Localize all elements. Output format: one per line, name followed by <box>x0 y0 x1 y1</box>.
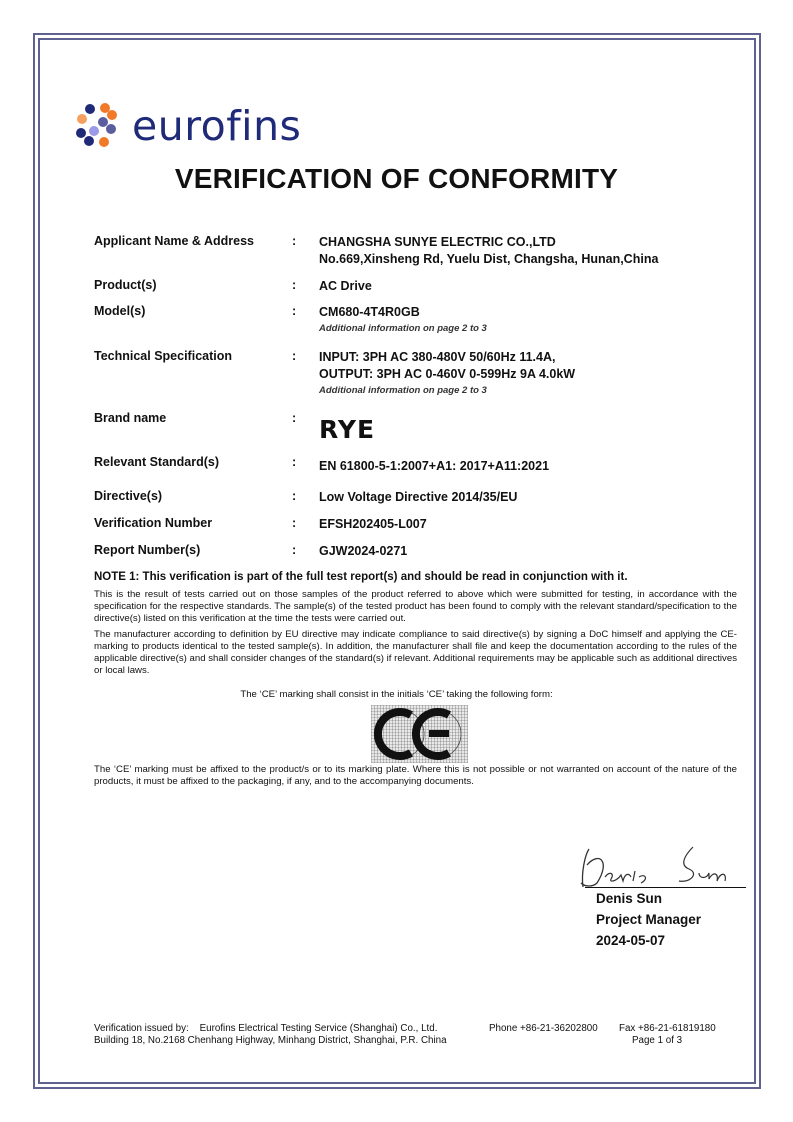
field-colon: : <box>292 349 297 363</box>
model-note: Additional information on page 2 to 3 <box>319 323 487 334</box>
footer-issued-by: Verification issued by: Eurofins Electrical Testing Service (Shanghai) Co., Ltd. <box>94 1023 438 1034</box>
applicant-address: No.669,Xinsheng Rd, Yuelu Dist, Changsha, Hunan,China <box>319 252 659 266</box>
eurofins-dots-icon <box>74 102 124 150</box>
footer-phone: Phone +86-21-36202800 <box>489 1023 598 1034</box>
signature-line <box>585 887 746 888</box>
field-label: Model(s) <box>94 304 146 318</box>
product-value: AC Drive <box>319 279 372 293</box>
note-paragraph-1: This is the result of tests carried out on those samples of the product referred to above which were submitted for testing, in accordance with the specification for the respective standards. The sample(s) of the tested product has been found to comply with the relevant standard/specification to the directive(s) listed on this verification at the time the tests were carried out. <box>94 589 737 624</box>
handwritten-signature <box>575 843 747 889</box>
standard-value: EN 61800-5-1:2007+A1: 2017+A11:2021 <box>319 459 550 473</box>
model-value: CM680-4T4R0GB <box>319 305 420 319</box>
directive-value: Low Voltage Directive 2014/35/EU <box>319 490 518 504</box>
field-label: Relevant Standard(s) <box>94 455 220 469</box>
signer-name: Denis Sun <box>596 891 663 906</box>
tech-note: Additional information on page 2 to 3 <box>319 385 487 396</box>
logo-wordmark: eurofins <box>132 101 302 150</box>
applicant-name: CHANGSHA SUNYE ELECTRIC CO.,LTD <box>319 235 556 249</box>
field-label: Technical Specification <box>94 349 233 363</box>
field-label: Directive(s) <box>94 489 163 503</box>
field-colon: : <box>292 411 297 425</box>
footer-fax: Fax +86-21-61819180 <box>619 1023 716 1034</box>
ce-mark-icon <box>371 705 468 763</box>
field-label: Applicant Name & Address <box>94 234 254 248</box>
field-colon: : <box>292 516 297 530</box>
field-colon: : <box>292 455 297 469</box>
field-label: Verification Number <box>94 516 213 530</box>
field-colon: : <box>292 234 297 248</box>
field-colon: : <box>292 304 297 318</box>
footer-address: Building 18, No.2168 Chenhang Highway, Minhang District, Shanghai, P.R. China <box>94 1035 447 1046</box>
field-label: Brand name <box>94 411 167 425</box>
field-colon: : <box>292 543 297 557</box>
page-title: VERIFICATION OF CONFORMITY <box>174 163 619 194</box>
signer-role: Project Manager <box>596 912 702 927</box>
field-colon: : <box>292 489 297 503</box>
tech-input: INPUT: 3PH AC 380-480V 50/60Hz 11.4A, <box>319 350 556 364</box>
note-title: NOTE 1: This verification is part of the full test report(s) and should be read in conjunction with it. <box>94 571 628 583</box>
ce-intro: The ‘CE’ marking shall consist in the initials ‘CE’ taking the following form: <box>240 689 553 700</box>
field-label: Product(s) <box>94 278 157 292</box>
verification-value: EFSH202405-L007 <box>319 517 427 531</box>
report-value: GJW2024-0271 <box>319 544 408 558</box>
field-colon: : <box>292 278 297 292</box>
tech-output: OUTPUT: 3PH AC 0-460V 0-599Hz 9A 4.0kW <box>319 367 576 381</box>
eurofins-logo <box>74 100 301 152</box>
note-paragraph-2: The manufacturer according to definition by EU directive may indicate compliance to said directive(s) by signing a DoC himself and applying the CE-marking to products identical to the tested sample(s). In addition, the manufacturer shall file and keep the documentation according to the rules of the applicable directive(s) and shall consider changes of the standard(s) if relevant. Additional requirements may be applicable such as additional directives or local laws. <box>94 629 737 676</box>
ce-affix-text: The ‘CE’ marking must be affixed to the product/s or to its marking plate. Where this is not possible or not warranted on account of the nature of the products, it must be affixed to the packaging, if any, and to the accompanying documents. <box>94 764 737 787</box>
field-label: Report Number(s) <box>94 543 201 557</box>
brand-logo: RYE <box>319 415 376 444</box>
signature-date: 2024-05-07 <box>596 933 666 948</box>
page-number: Page 1 of 3 <box>632 1035 683 1046</box>
